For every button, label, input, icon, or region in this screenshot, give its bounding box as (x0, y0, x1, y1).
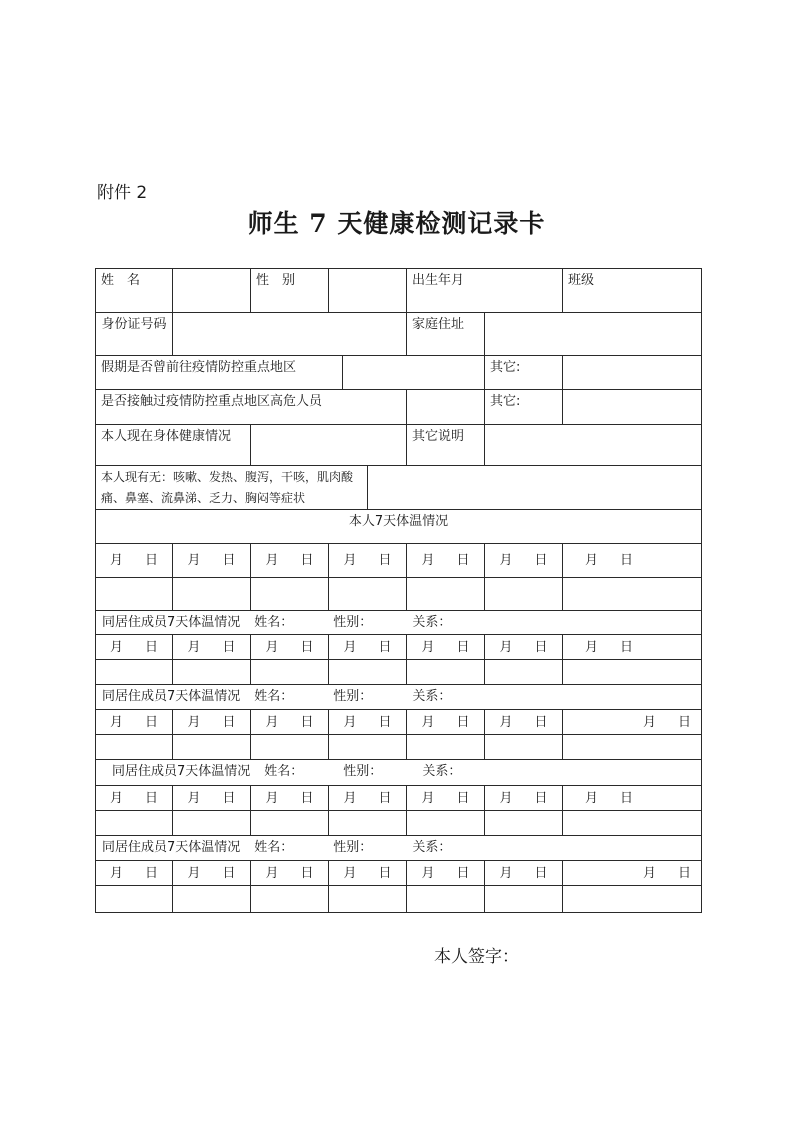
date-cell: 月 日 (172, 543, 251, 578)
date-cell: 月 日 (562, 709, 702, 735)
temp-value-cell[interactable] (328, 659, 407, 685)
date-cell: 月 日 (95, 543, 173, 578)
temp-value-cell[interactable] (484, 885, 563, 913)
date-cell: 月 日 (484, 634, 563, 660)
contact-other-field[interactable] (562, 389, 702, 425)
temp-value-cell[interactable] (95, 577, 173, 611)
birth-label: 出生年月 (406, 268, 563, 313)
temp-value-cell[interactable] (250, 659, 329, 685)
date-cell: 月 日 (406, 860, 485, 886)
date-cell: 月 日 (562, 634, 702, 660)
temp-value-cell[interactable] (406, 810, 485, 836)
temp-value-cell[interactable] (172, 577, 251, 611)
temp-value-cell[interactable] (95, 734, 173, 760)
temp-value-cell[interactable] (95, 659, 173, 685)
temp-value-cell[interactable] (406, 659, 485, 685)
temp-value-cell[interactable] (250, 734, 329, 760)
date-cell: 月 日 (328, 543, 407, 578)
travel-other-label: 其它: (484, 355, 563, 390)
health-status-field[interactable] (250, 424, 407, 466)
temp-value-cell[interactable] (484, 659, 563, 685)
travel-field[interactable] (342, 355, 485, 390)
temp-value-cell[interactable] (250, 885, 329, 913)
temp-value-cell[interactable] (562, 734, 702, 760)
date-cell: 月 日 (484, 709, 563, 735)
date-cell: 月 日 (172, 860, 251, 886)
temp-value-cell[interactable] (562, 885, 702, 913)
temp-value-cell[interactable] (172, 885, 251, 913)
date-cell: 月 日 (172, 709, 251, 735)
temp-value-cell[interactable] (328, 810, 407, 836)
contact-other-label: 其它: (484, 389, 563, 425)
class-label: 班级 (562, 268, 702, 313)
temp-value-cell[interactable] (328, 577, 407, 611)
travel-label: 假期是否曾前往疫情防控重点地区 (95, 355, 343, 390)
other-note-field[interactable] (484, 424, 702, 466)
date-cell: 月 日 (250, 709, 329, 735)
contact-label: 是否接触过疫情防控重点地区高危人员 (95, 389, 407, 425)
temp-value-cell[interactable] (484, 734, 563, 760)
date-cell: 月 日 (250, 634, 329, 660)
date-cell: 月 日 (484, 785, 563, 811)
temp-value-cell[interactable] (172, 659, 251, 685)
housemate-band: 同居住成员7天体温情况 姓名： 性别： 关系： (95, 610, 702, 635)
date-cell: 月 日 (406, 709, 485, 735)
temp-value-cell[interactable] (172, 734, 251, 760)
temp-value-cell[interactable] (328, 885, 407, 913)
date-cell: 月 日 (484, 543, 563, 578)
housemate-band: 同居住成员7天体温情况 姓名： 性别： 关系： (95, 684, 702, 710)
travel-other-field[interactable] (562, 355, 702, 390)
address-label: 家庭住址 (406, 312, 485, 356)
date-cell: 月 日 (484, 860, 563, 886)
date-cell: 月 日 (328, 634, 407, 660)
date-cell: 月 日 (328, 709, 407, 735)
temp-value-cell[interactable] (250, 577, 329, 611)
housemate-band: 同居住成员7天体温情况 姓名： 性别： 关系： (95, 835, 702, 861)
name-field[interactable] (172, 268, 251, 313)
page-title: 师生 7 天健康检测记录卡 (247, 209, 546, 238)
temp-value-cell[interactable] (95, 810, 173, 836)
temp-value-cell[interactable] (406, 885, 485, 913)
date-cell: 月 日 (328, 860, 407, 886)
signature-label: 本人签字： (434, 947, 519, 967)
temp-value-cell[interactable] (562, 577, 702, 611)
housemate-band: 同居住成员7天体温情况 姓名： 性别： 关系： (95, 759, 702, 786)
date-cell: 月 日 (562, 785, 702, 811)
id-number-label: 身份证号码 (95, 312, 173, 356)
date-cell: 月 日 (328, 785, 407, 811)
date-cell: 月 日 (406, 543, 485, 578)
temp-value-cell[interactable] (406, 577, 485, 611)
id-number-field[interactable] (172, 312, 407, 356)
date-cell: 月 日 (172, 785, 251, 811)
date-cell: 月 日 (562, 543, 702, 578)
temp-value-cell[interactable] (484, 810, 563, 836)
temp-value-cell[interactable] (562, 659, 702, 685)
temp-value-cell[interactable] (95, 885, 173, 913)
gender-field[interactable] (328, 268, 407, 313)
date-cell: 月 日 (250, 785, 329, 811)
gender-label: 性 别 (250, 268, 329, 313)
date-cell: 月 日 (562, 860, 702, 886)
health-status-label: 本人现在身体健康情况 (95, 424, 251, 466)
temp-value-cell[interactable] (406, 734, 485, 760)
date-cell: 月 日 (95, 860, 173, 886)
date-cell: 月 日 (406, 634, 485, 660)
date-cell: 月 日 (172, 634, 251, 660)
temp-value-cell[interactable] (328, 734, 407, 760)
health-record-form (95, 268, 702, 913)
address-field[interactable] (484, 312, 702, 356)
self-temp-heading: 本人7天体温情况 (95, 509, 702, 544)
symptoms-label: 本人现有无：咳嗽、发热、腹泻，干咳，肌肉酸痛、鼻塞、流鼻涕、乏力、胸闷等症状 (95, 465, 368, 510)
symptoms-field[interactable] (367, 465, 702, 510)
contact-field[interactable] (406, 389, 485, 425)
date-cell: 月 日 (95, 634, 173, 660)
name-label: 姓 名 (95, 268, 173, 313)
date-cell: 月 日 (95, 709, 173, 735)
temp-value-cell[interactable] (172, 810, 251, 836)
temp-value-cell[interactable] (250, 810, 329, 836)
temp-value-cell[interactable] (484, 577, 563, 611)
date-cell: 月 日 (95, 785, 173, 811)
temp-value-cell[interactable] (562, 810, 702, 836)
date-cell: 月 日 (250, 543, 329, 578)
other-note-label: 其它说明 (406, 424, 485, 466)
date-cell: 月 日 (406, 785, 485, 811)
date-cell: 月 日 (250, 860, 329, 886)
attachment-label: 附件 2 (97, 183, 148, 203)
